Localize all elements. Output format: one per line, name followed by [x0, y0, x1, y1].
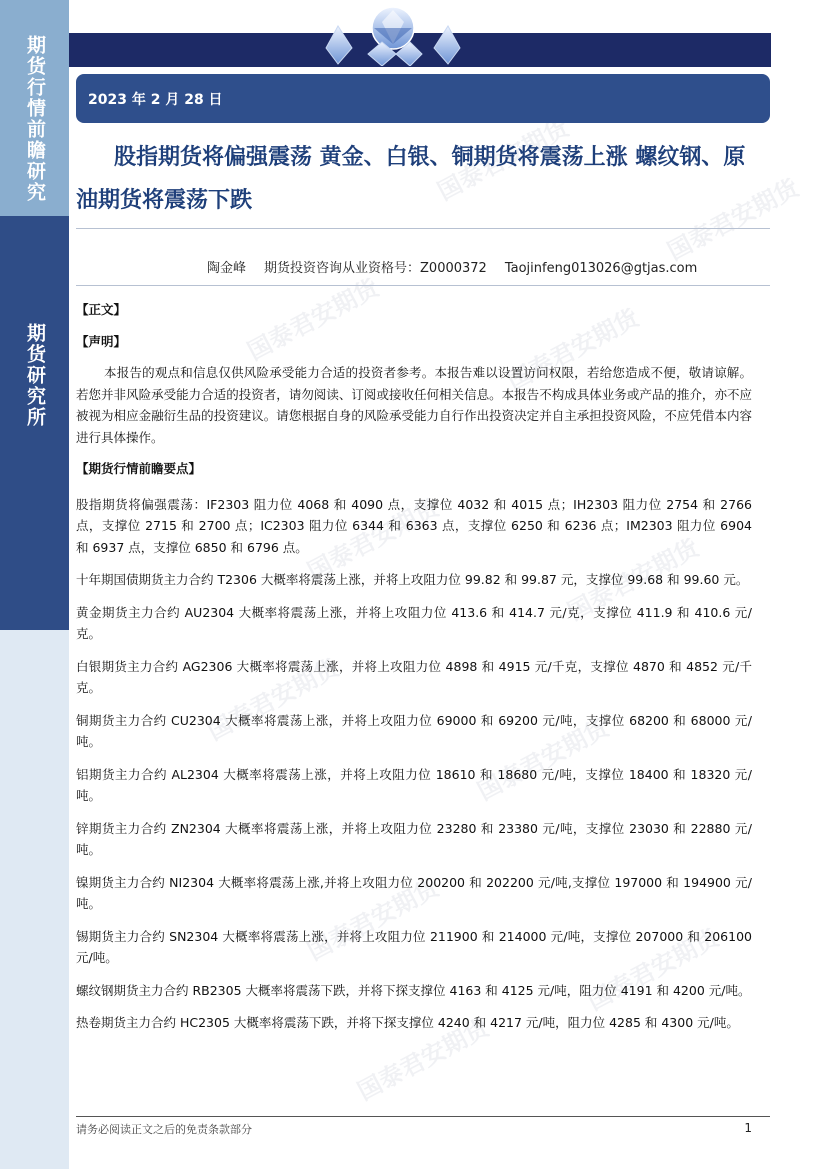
watermark-text: 国泰君安期货: [663, 173, 804, 266]
footer-divider: [76, 1116, 770, 1117]
watermark-text: 国泰君安期货: [303, 493, 444, 586]
list-item: 黄金期货主力合约 AU2304 大概率将震荡上涨，并将上攻阻力位 413.6 和 414.7 元/克，支撑位 411.9 和 410.6 元/克。: [76, 604, 752, 641]
list-item: 锌期货主力合约 ZN2304 大概率将震荡上涨，并将上攻阻力位 23280 和 23380 元/吨，支撑位 23030 和 22880 元/吨。: [76, 820, 752, 857]
divider: [76, 228, 770, 229]
statement-paragraph: 本报告的观点和信息仅供风险承受能力合适的投资者参考。本报告难以设置访问权限，若给您造成不便，敬请谅解。若您并非风险承受能力合适的投资者，请勿阅读、订阅或接收任何相关信息。本报告不构成具体业务或产品的推介，亦不应被视为相应金融衍生品的投资建议。请您根据自身的风险承受能力自行作出投资决定并自主承担投资风险，不应凭借本内容进行具体操作。: [76, 365, 752, 445]
report-title: 股指期货将偏强震荡 黄金、白银、铜期货将震荡上涨 螺纹钢、原油期货将震荡下跌: [76, 145, 746, 213]
watermark-text: 国泰君安期货: [583, 923, 724, 1016]
watermark-text: 国泰君安期货: [243, 273, 384, 366]
page-footer: [76, 1121, 752, 1137]
date-banner: [76, 74, 770, 123]
list-item: 铜期货主力合约 CU2304 大概率将震荡上涨，并将上攻阻力位 69000 和 69200 元/吨，支撑位 68200 和 68000 元/吨。: [76, 712, 752, 749]
sidebar-report-type-label: 期货行情前瞻研究: [24, 35, 46, 203]
watermark-text: 国泰君安期货: [473, 713, 614, 806]
author-license: 期货投资咨询从业资格号：Z0000372: [264, 261, 487, 276]
section-heading-body: 【正文】: [76, 302, 127, 317]
author-name: 陶金峰: [207, 261, 247, 276]
list-item: 热卷期货主力合约 HC2305 大概率将震荡下跌，并将下探支撑位 4240 和 4217 元/吨，阻力位 4285 和 4300 元/吨。: [76, 1015, 739, 1030]
watermark-text: 国泰君安期货: [303, 873, 444, 966]
list-item: 锡期货主力合约 SN2304 大概率将震荡上涨，并将上攻阻力位 211900 和 214000 元/吨，支撑位 207000 和 206100 元/吨。: [76, 928, 752, 965]
page-number: 1: [744, 1121, 752, 1135]
watermark-text: 国泰君安期货: [503, 303, 644, 396]
report-body: [76, 299, 752, 1045]
watermark-text: 国泰君安期货: [203, 653, 344, 746]
watermark-text: 国泰君安期货: [433, 113, 574, 206]
section-heading-statement: 【声明】: [76, 333, 127, 349]
diamond-logo-icon: [318, 4, 468, 66]
sidebar-institute-label: 期货研究所: [24, 322, 46, 428]
list-item: 螺纹钢期货主力合约 RB2305 大概率将震荡下跌，并将下探支撑位 4163 和 4125 元/吨，阻力位 4191 和 4200 元/吨。: [76, 982, 751, 998]
list-item: 股指期货将偏强震荡：IF2303 阻力位 4068 和 4090 点，支撑位 4032 和 4015 点；IH2303 阻力位 2754 和 2766 点，支撑位 2715 和 2700 点；IC2303 阻力位 6344 和 6363 点，支撑位 6250 和 6236 点；IM2303 阻力位 6904 和 6937 点，支撑位 6850 和 6796 点。: [76, 496, 752, 555]
watermark-text: 国泰君安期货: [353, 1013, 494, 1106]
list-item: 铝期货主力合约 AL2304 大概率将震荡上涨，并将上攻阻力位 18610 和 18680 元/吨，支撑位 18400 和 18320 元/吨。: [76, 766, 752, 803]
watermark-text: 国泰君安期货: [563, 533, 704, 626]
author-line: [207, 257, 715, 276]
list-item: 镍期货主力合约 NI2304 大概率将震荡上涨,并将上攻阻力位 200200 和 202200 元/吨,支撑位 197000 和 194900 元/吨。: [76, 874, 752, 911]
left-sidebar: [0, 0, 69, 1169]
list-item: 十年期国债期货主力合约 T2306 大概率将震荡上涨，并将上攻阻力位 99.82 和 99.87 元，支撑位 99.68 和 99.60 元。: [76, 572, 749, 587]
list-item: 白银期货主力合约 AG2306 大概率将震荡上涨，并将上攻阻力位 4898 和 4915 元/千克，支撑位 4870 和 4852 元/千克。: [76, 658, 752, 695]
footer-disclaimer-note: 请务必阅读正文之后的免责条款部分: [76, 1123, 252, 1136]
author-email: Taojinfeng013026@gtjas.com: [504, 261, 698, 276]
divider: [76, 285, 770, 286]
report-date: 2023 年 2 月 28 日: [88, 92, 223, 108]
section-heading-points: 【期货行情前瞻要点】: [76, 461, 202, 476]
